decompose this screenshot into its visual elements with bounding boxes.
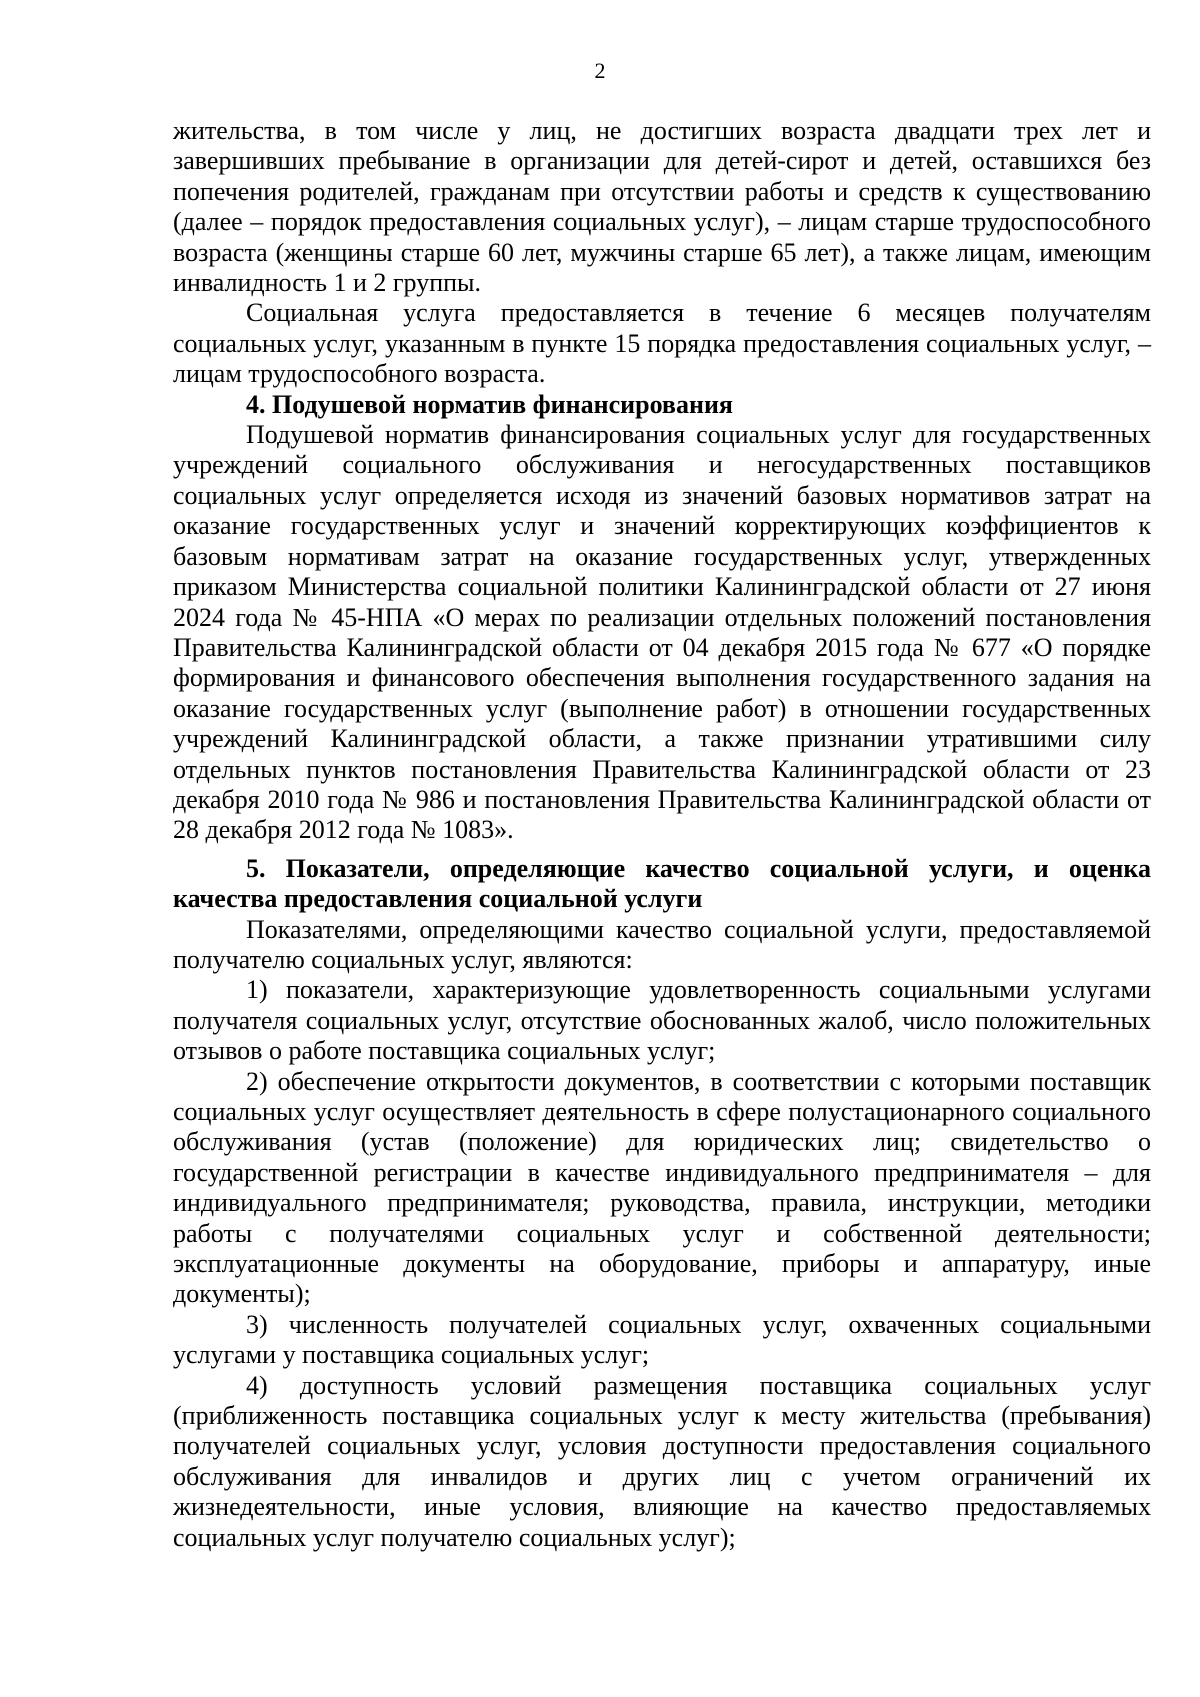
section-4-heading: 4. Подушевой норматив финансирования [246, 389, 733, 419]
section-5-intro: Показателями, определяющими качество социальной услуги, предоставляемой получателю социальных услуг, являются: [173, 914, 1151, 974]
paragraph-continuation: жительства, в том числе у лиц, не достигших возраста двадцати трех лет и завершивших пребывание в организации для детей-сирот и детей, оставшихся без попечения родителей, гражданам при отсутствии работы и средств к существованию (далее – порядок предоставления социальных услуг), – лицам старше трудоспособного возраста (женщины старше 60 лет, мужчины старше 65 лет), а также лицам, имеющим инвалидность 1 и 2 группы. [173, 116, 1151, 298]
list-item-4: 4) доступность условий размещения поставщика социальных услуг (приближенность поставщика социальных услуг к месту жительства (пребывания) получателей социальных услуг, условия доступности предоставления социального обслуживания для инвалидов и других лиц с учетом ограничений их жизнедеятельности, иные условия, влияющие на качество предоставляемых социальных услуг получателю социальных услуг); [173, 1370, 1151, 1552]
document-body [173, 116, 1151, 1553]
section-5-heading: 5. Показатели, определяющие качество социальной услуги, и оценка качества предоставления социальной услуги [173, 853, 1151, 914]
list-item-2: 2) обеспечение открытости документов, в соответствии с которыми поставщик социальных услуг осуществляет деятельность в сфере полустационарного социального обслуживания (устав (положение) для юридических лиц; свидетельство о государственной регистрации в качестве индивидуального предпринимателя – для индивидуального предпринимателя; руководства, правила, инструкции, методики работы с получателями социальных услуг и собственной деятельности; эксплуатационные документы на оборудование, приборы и аппаратуру, иные документы); [173, 1066, 1151, 1309]
list-item-1: 1) показатели, характеризующие удовлетворенность социальными услугами получателя социальных услуг, отсутствие обоснованных жалоб, число положительных отзывов о работе поставщика социальных услуг; [173, 975, 1151, 1066]
page-number: 2 [594, 58, 606, 83]
list-item-3: 3) численность получателей социальных услуг, охваченных социальными услугами у поставщика социальных услуг; [173, 1309, 1151, 1370]
paragraph-service-duration: Социальная услуга предоставляется в течение 6 месяцев получателям социальных услуг, указанным в пункте 15 порядка предоставления социальных услуг, – лицам трудоспособного возраста. [173, 298, 1151, 389]
section-4-text: Подушевой норматив финансирования социальных услуг для государственных учреждений социального обслуживания и негосударственных поставщиков социальных услуг определяется исходя из значений базовых нормативов затрат на оказание государственных услуг и значений корректирующих коэффициентов к базовым нормативам затрат на оказание государственных услуг, утвержденных приказом Министерства социальной политики Калининградской области от 27 июня 2024 года № 45-НПА «О мерах по реализации отдельных положений постановления Правительства Калининградской области от 04 декабря 2015 года № 677 «О порядке формирования и финансового обеспечения выполнения государственного задания на оказание государственных услуг (выполнение работ) в отношении государственных учреждений Калининградской области, а также признании утратившими силу отдельных пунктов постановления Правительства Калининградской области от 23 декабря 2010 года № 986 и постановления Правительства Калининградской области от 28 декабря 2012 года № 1083». [173, 420, 1151, 845]
